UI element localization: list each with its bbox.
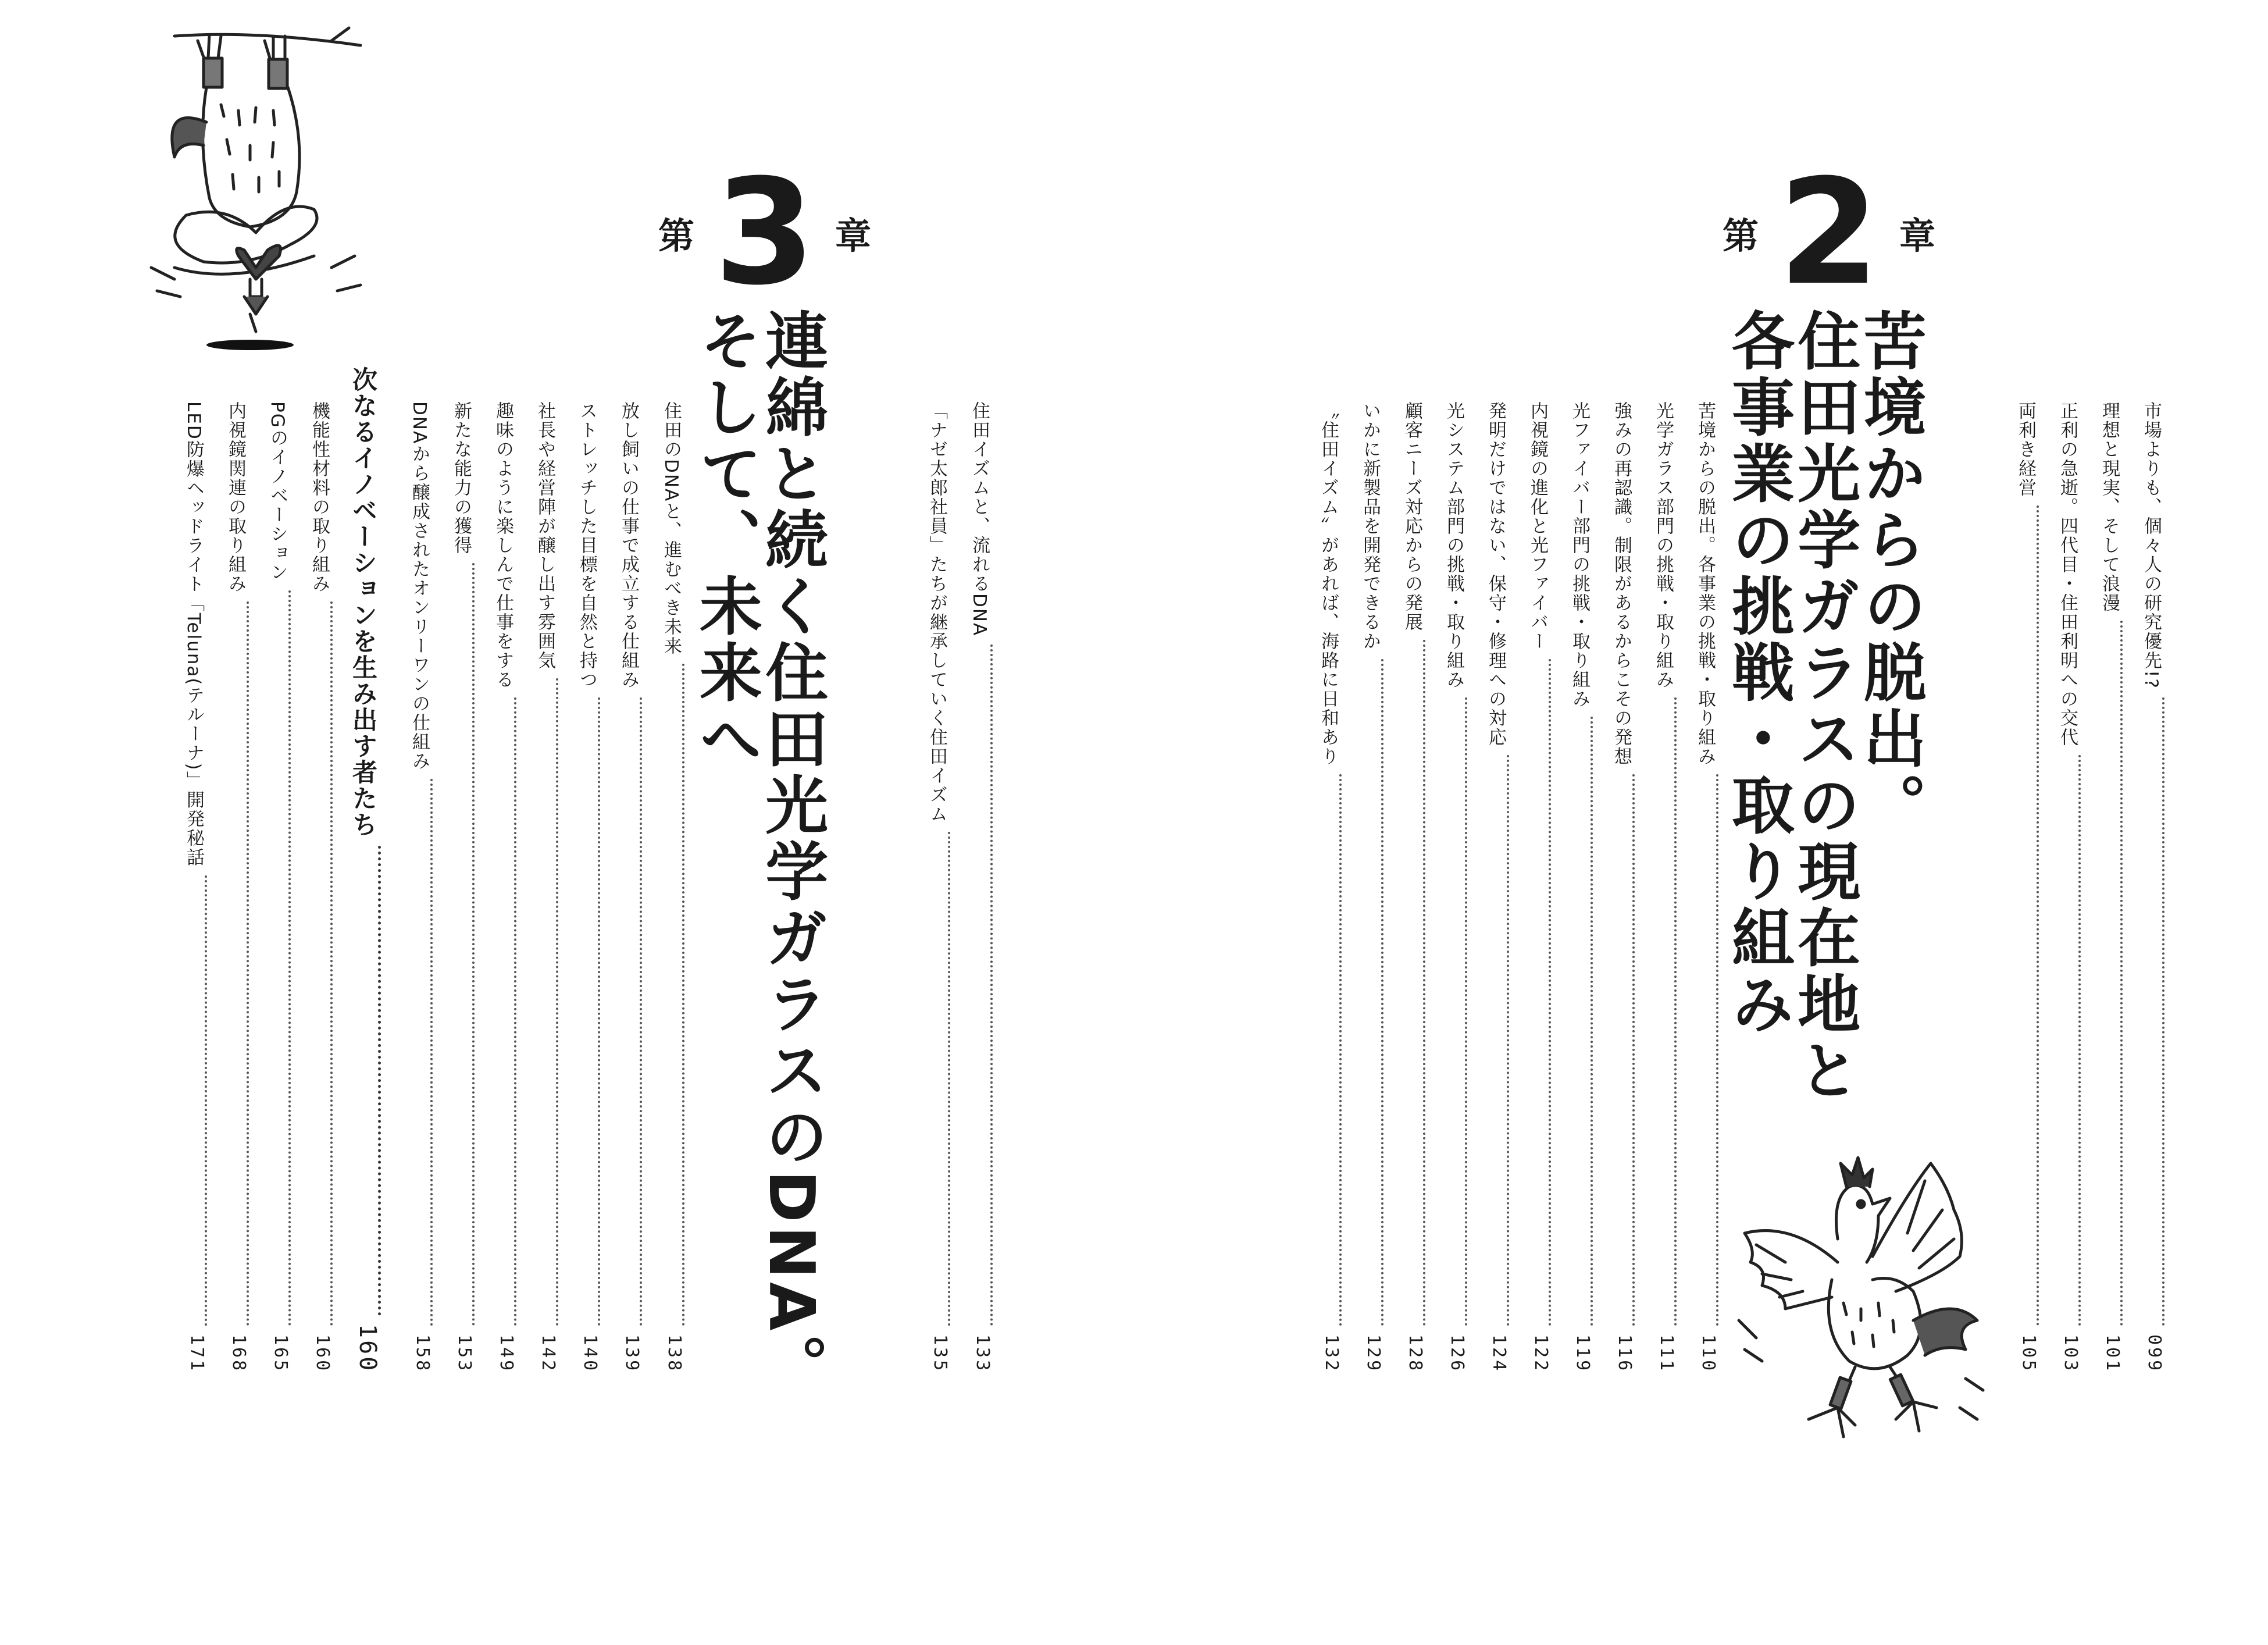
toc-entry-title: 〝住田イズム〟があれば、海路に日和あり [1318, 401, 1339, 766]
toc-entry-page: 122 [1531, 1334, 1551, 1373]
toc-leader-dots [514, 697, 516, 1326]
toc-leader-dots [1507, 755, 1509, 1326]
toc-entry-title: 趣味のように楽しんで仕事をする [493, 401, 513, 689]
toc-leader-dots [682, 664, 684, 1326]
toc-leader-dots [247, 601, 249, 1326]
toc-entry[interactable] [1425, 401, 1467, 1373]
toc-entry-title: ストレッチした目標を自然と持つ [576, 401, 597, 689]
toc-entry-page: 111 [1656, 1334, 1677, 1373]
toc-entry-title: 強みの再認識。制限があるからこその発想 [1611, 401, 1632, 766]
toc-entry-page: 158 [412, 1334, 433, 1373]
toc-entry-title: 社長や経営陣が醸し出す雰囲気 [534, 401, 555, 670]
toc-entry-title: LED防爆ヘッドライト「Teluna(テルーナ)」開発秘話 [183, 401, 204, 867]
toc-entry[interactable] [1551, 401, 1593, 1373]
toc-entry[interactable] [1593, 401, 1635, 1373]
toc-entry-page: 160 [354, 1323, 381, 1373]
toc-entry-title: PGのイノベーション [267, 401, 288, 582]
toc-leader-dots [430, 779, 433, 1326]
toc-entry[interactable] [291, 401, 333, 1373]
toc-entry-page: 142 [538, 1334, 558, 1373]
toc-entry-title: 機能性材料の取り組み [309, 401, 330, 593]
toc-entry-page: 133 [972, 1334, 993, 1373]
toc-leader-dots [1381, 659, 1383, 1326]
toc-section-title: 次なるイノベーションを生み出す者たち [348, 366, 377, 838]
toc-leader-dots [2120, 621, 2123, 1326]
toc-entry-title: 住田イズムと、流れるDNA [969, 401, 990, 637]
chapter-number: 2 [1778, 148, 1880, 317]
toc-entry-page: 140 [580, 1334, 600, 1373]
toc-leader-dots [990, 645, 993, 1326]
toc-entry[interactable] [391, 401, 433, 1373]
toc-entry[interactable] [1300, 401, 1342, 1373]
toc-entry[interactable] [516, 401, 558, 1373]
toc-entry[interactable] [558, 401, 600, 1373]
toc-leader-dots [1716, 774, 1718, 1326]
toc-entry[interactable] [1997, 401, 2039, 1373]
chapter-kanji-sho: 章 [835, 214, 871, 257]
chapter-title [1721, 308, 1926, 1268]
chapter-title-line-1: 苦境からの脱出。 [1853, 308, 1926, 839]
toc-leader-dots [640, 697, 642, 1326]
crowing-rooster-icon [1721, 1146, 1995, 1472]
toc-leader-dots [288, 590, 291, 1326]
toc-entry-title: 発明だけではない、保守・修理への対応 [1485, 401, 1506, 747]
toc-entry-page: 171 [187, 1334, 207, 1373]
toc-entry-page: 149 [496, 1334, 516, 1373]
toc-entry[interactable] [433, 401, 475, 1373]
toc-entry[interactable] [2081, 401, 2123, 1373]
toc-entry-page: 124 [1489, 1334, 1509, 1373]
toc-entry-page: 139 [622, 1334, 642, 1373]
chapter-kanji-dai: 第 [658, 214, 695, 257]
toc-leader-dots [1423, 640, 1425, 1326]
toc-leader-dots [205, 875, 207, 1326]
toc-entry-title: 理想と現実、そして浪漫 [2099, 401, 2120, 613]
chapter-title-line-3: 各事業の挑戦・取り組み [1721, 308, 1794, 1038]
toc-entry[interactable] [908, 401, 950, 1373]
toc-leader-dots [1674, 697, 1677, 1326]
toc-leader-dots [1339, 774, 1342, 1326]
toc-entry-page: 101 [2102, 1334, 2123, 1373]
toc-entry[interactable] [207, 401, 249, 1373]
toc-entry-title: 内視鏡の進化と光ファイバー [1527, 401, 1548, 651]
toc-leader-dots [2037, 505, 2039, 1326]
toc-entry-title: 光システム部門の挑戦・取り組み [1443, 401, 1464, 689]
toc-leader-dots [2162, 697, 2164, 1326]
toc-leader-dots [1632, 774, 1635, 1326]
toc-entry[interactable] [643, 401, 684, 1373]
toc-entry-title: 内視鏡関連の取り組み [225, 401, 246, 593]
toc-leader-dots [556, 678, 558, 1326]
toc-entry-title: DNAから醸成されたオンリーワンの仕組み [409, 401, 430, 771]
toc-entry-page: 119 [1572, 1334, 1593, 1373]
toc-entry-page: 128 [1405, 1334, 1425, 1373]
toc-entry-page: 153 [454, 1334, 475, 1373]
chapter-kanji-dai: 第 [1723, 214, 1759, 257]
chapter-title-line-1: 連綿と続く住田光学ガラスのDNA。 [754, 308, 828, 1401]
right-page [1134, 0, 2268, 1645]
toc-entry[interactable] [1509, 401, 1551, 1373]
toc-entry[interactable] [475, 401, 516, 1373]
toc-entry-page: 110 [1698, 1334, 1718, 1373]
hanging-rooster-icon [140, 23, 384, 361]
toc-entry-page: 168 [229, 1334, 249, 1373]
toc-entry-title: 顧客ニーズ対応からの発展 [1402, 401, 1422, 632]
toc-entry-page: 103 [2060, 1334, 2081, 1373]
toc-entry[interactable] [1635, 401, 1677, 1373]
chapter-heading [1710, 148, 1948, 317]
toc-entry-page: 116 [1614, 1334, 1635, 1373]
toc-entry-page: 129 [1363, 1334, 1383, 1373]
toc-entry-page: 160 [312, 1334, 333, 1373]
toc-leader-dots [472, 563, 475, 1326]
toc-leader-dots [948, 832, 950, 1326]
toc-leader-dots [598, 697, 600, 1326]
toc-entry-page: 165 [270, 1334, 291, 1373]
chapter-heading [646, 148, 884, 317]
toc-entry-title: 放し飼いの仕事で成立する仕組み [618, 401, 639, 689]
toc-entry[interactable] [951, 401, 993, 1373]
chapter-kanji-sho: 章 [1899, 214, 1935, 257]
toc-entry-page: 105 [2019, 1334, 2039, 1373]
toc-entry-title: 住田のDNAと、進むべき未来 [661, 401, 682, 656]
toc-leader-dots [1591, 717, 1593, 1326]
toc-leader-dots [330, 601, 333, 1326]
toc-entry-page: 126 [1447, 1334, 1467, 1373]
chapter-number: 3 [714, 148, 815, 317]
toc-entry-page: 132 [1321, 1334, 1342, 1373]
toc-leader-dots [1549, 659, 1551, 1326]
toc-entry-title: 苦境からの脱出。各事業の挑戦・取り組み [1695, 401, 1716, 766]
toc-entry-title: 市場よりも、個々人の研究優先!? [2141, 401, 2162, 689]
toc-entry[interactable] [2123, 401, 2164, 1373]
toc-leader-dots [378, 846, 381, 1316]
toc-entry-page: 099 [2144, 1334, 2164, 1373]
chapter-title-line-2: そして、未来へ [689, 308, 762, 772]
toc-entry-page: 135 [930, 1334, 950, 1373]
toc-entry-title: 光ファイバー部門の挑戦・取り組み [1569, 401, 1590, 708]
toc-entry[interactable] [600, 401, 642, 1373]
toc-entry[interactable] [249, 401, 291, 1373]
toc-leader-dots [2078, 755, 2081, 1326]
toc-entry-title: 「ナゼ太郎社員」たちが継承していく住田イズム [926, 401, 947, 824]
toc-entry[interactable] [1383, 401, 1425, 1373]
toc-entry-page: 138 [664, 1334, 684, 1373]
toc-entry[interactable] [2039, 401, 2081, 1373]
toc-entry[interactable] [1467, 401, 1509, 1373]
toc-entry[interactable] [165, 401, 207, 1373]
toc-section-heading[interactable] [334, 366, 381, 1373]
toc-entry-title: 両利き経営 [2015, 401, 2036, 497]
toc-entry-title: いかに新製品を開発できるか [1360, 401, 1381, 651]
chapter-title-line-2: 住田光学ガラスの現在地と [1786, 308, 1860, 1104]
toc-leader-dots [1465, 697, 1467, 1326]
chapter-title [689, 308, 828, 1401]
toc-entry-title: 正利の急逝。四代目・住田利明への交代 [2057, 401, 2078, 747]
toc-entry[interactable] [1677, 401, 1718, 1373]
toc-entry[interactable] [1342, 401, 1383, 1373]
toc-entry-title: 光学ガラス部門の挑戦・取り組み [1653, 401, 1674, 689]
toc-entry-title: 新たな能力の獲得 [451, 401, 472, 555]
